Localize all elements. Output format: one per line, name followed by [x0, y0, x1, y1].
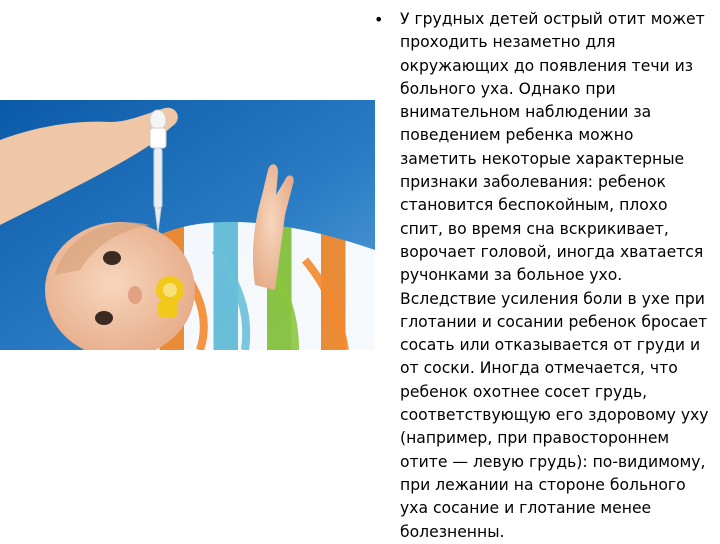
baby-eye-left: [103, 251, 121, 265]
photo-illustration: [0, 100, 375, 350]
bullet-glyph: •: [374, 10, 384, 29]
bullet-item: [372, 8, 714, 544]
baby-ear-drops-photo: [0, 100, 375, 350]
paragraph-text: У грудных детей острый отит может проходить незаметно для окружающих до появления течи из больного уха. Однако при внимательном наблюдении за поведением ребенка можно заметить некоторые характерные признаки заболевания: ребенок становится беспокойным, плохо спит, во время сна вскрикивает, ворочает головой, иногда хватается ручонками за больное ухо. Вследствие усиления боли в ухе при глотании и сосании ребенок бросает сосать или отказывается от груди и от соски. Иногда отмечается, что ребенок охотнее сосет грудь, соответствующую его здоровому уху (например, при правостороннем отите — левую грудь): по-видимому, при лежании на стороне больного уха сосание и глотание менее болезненны.: [400, 10, 709, 541]
text-block: [372, 8, 714, 544]
baby-eye-right: [95, 311, 113, 325]
baby-nose: [128, 286, 142, 304]
